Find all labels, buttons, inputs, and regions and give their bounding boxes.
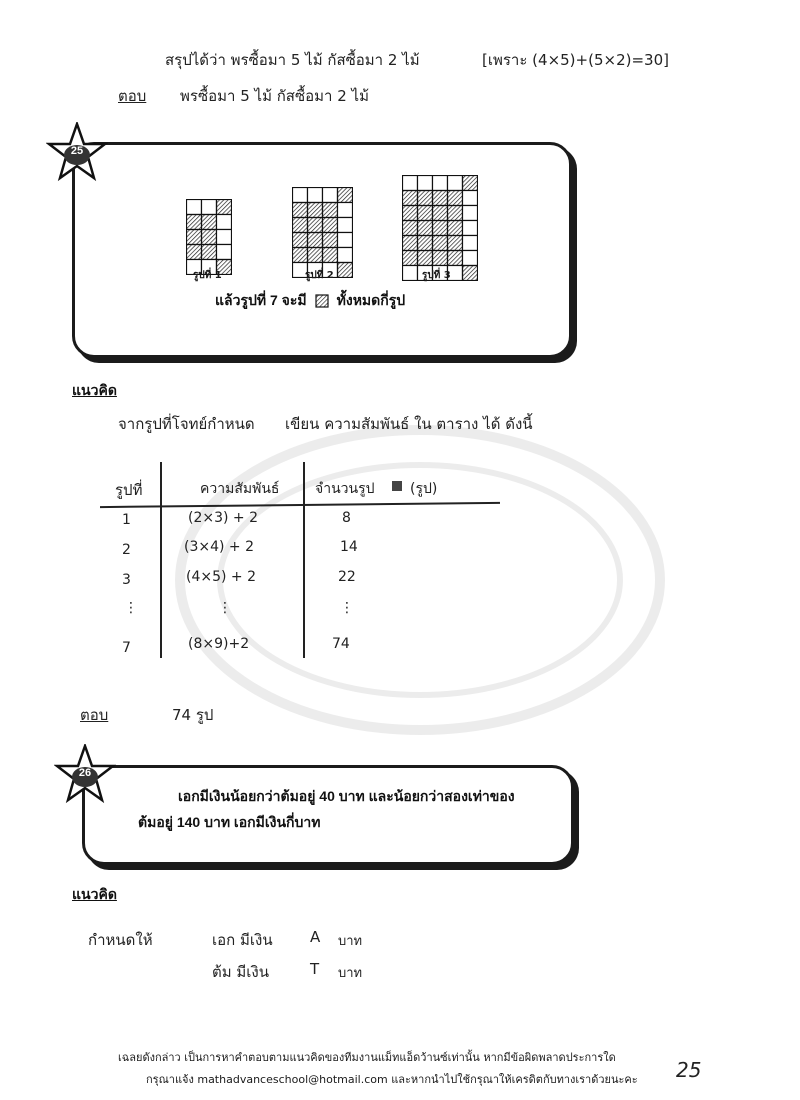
empty-cell xyxy=(338,248,353,263)
row-1-figure: 1 xyxy=(122,512,131,528)
empty-cell xyxy=(202,200,217,215)
shaded-cell xyxy=(433,251,448,266)
row-3-figure: 3 xyxy=(122,572,131,588)
shaded-cell xyxy=(448,206,463,221)
empty-cell xyxy=(418,176,433,191)
empty-cell xyxy=(448,176,463,191)
pattern-figure-3 xyxy=(402,175,478,281)
shaded-cell xyxy=(308,218,323,233)
empty-cell xyxy=(323,188,338,203)
approach-intro-right: เขียน ความสัมพันธ์ ใน ตาราง ได้ ดังนี้ xyxy=(285,415,533,433)
question-26-line-2: ต้มอยู่ 140 บาท เอกมีเงินกี่บาท xyxy=(138,814,321,830)
shaded-cell xyxy=(448,221,463,236)
empty-cell xyxy=(463,251,478,266)
given-line-1-var: A xyxy=(310,928,321,946)
empty-cell xyxy=(293,188,308,203)
shaded-cell xyxy=(403,191,418,206)
given-label: กำหนดให้ xyxy=(88,931,153,949)
question-25-after: ทั้งหมดกี่รูป xyxy=(336,292,406,308)
shaded-cell xyxy=(308,203,323,218)
shaded-cell xyxy=(403,251,418,266)
given-line-2-var: T xyxy=(310,960,320,978)
row-4-figure: ⋮ xyxy=(124,600,138,616)
summary-line: สรุปได้ว่า พรซื้อมา 5 ไม้ กัสซื้อมา 2 ไม้ xyxy=(165,51,420,69)
row-3-count: 22 xyxy=(338,569,356,585)
row-1-relation: (2×3) + 2 xyxy=(188,510,259,526)
shaded-cell xyxy=(418,191,433,206)
empty-cell xyxy=(403,266,418,281)
shaded-cell xyxy=(308,248,323,263)
shaded-square-icon xyxy=(392,481,402,491)
empty-cell xyxy=(338,233,353,248)
shaded-cell xyxy=(187,245,202,260)
shaded-cell xyxy=(433,206,448,221)
answer-label-1: ตอบ xyxy=(80,706,109,724)
shaded-square-icon xyxy=(315,294,329,308)
question-26-line-1: เอกมีเงินน้อยกว่าต้มอยู่ 40 บาท และน้อยกว่าสองเท่าของ xyxy=(178,788,515,804)
shaded-cell xyxy=(433,236,448,251)
shaded-cell xyxy=(187,215,202,230)
page-number: 25 xyxy=(676,1058,702,1082)
empty-cell xyxy=(308,188,323,203)
footer-line-1: เฉลยดังกล่าว เป็นการหาคำตอบตามแนวคิดของทีมงานแม็ทแอ็ดว้านซ์เท่านั้น หากมีข้อผิดพลาดประการใด xyxy=(118,1051,616,1064)
shaded-cell xyxy=(433,221,448,236)
empty-cell xyxy=(403,176,418,191)
shaded-cell xyxy=(187,230,202,245)
row-5-relation: (8×9)+2 xyxy=(188,636,250,652)
row-2-figure: 2 xyxy=(122,542,131,558)
shaded-cell xyxy=(403,221,418,236)
question-25-text xyxy=(215,290,405,312)
shaded-cell xyxy=(293,248,308,263)
answer-label-top: ตอบ xyxy=(118,87,147,105)
empty-cell xyxy=(433,176,448,191)
question-25-before: แล้วรูปที่ 7 จะมี xyxy=(215,292,307,308)
row-5-figure: 7 xyxy=(122,640,131,656)
answer-text-1: 74 รูป xyxy=(172,706,214,724)
shaded-cell xyxy=(448,191,463,206)
header-figure-no: รูปที่ xyxy=(115,481,143,499)
row-4-relation: ⋮ xyxy=(218,600,232,616)
given-line-1-who: เอก มีเงิน xyxy=(212,931,273,949)
row-2-count: 14 xyxy=(340,539,358,555)
shaded-cell xyxy=(293,218,308,233)
empty-cell xyxy=(463,206,478,221)
shaded-cell xyxy=(308,233,323,248)
shaded-cell xyxy=(403,236,418,251)
shaded-cell xyxy=(448,251,463,266)
shaded-cell xyxy=(323,248,338,263)
shaded-cell xyxy=(418,221,433,236)
question-number-25: 25 xyxy=(70,145,84,157)
answer-text-top: พรซื้อมา 5 ไม้ กัสซื้อมา 2 ไม้ xyxy=(180,87,369,105)
shaded-cell xyxy=(418,251,433,266)
header-relation: ความสัมพันธ์ xyxy=(200,481,280,497)
empty-cell xyxy=(217,230,232,245)
shaded-cell xyxy=(323,233,338,248)
pattern-figure-2 xyxy=(292,187,353,278)
shaded-cell xyxy=(418,206,433,221)
shaded-cell xyxy=(202,230,217,245)
empty-cell xyxy=(187,200,202,215)
shaded-cell xyxy=(323,203,338,218)
shaded-cell xyxy=(323,218,338,233)
table-divider-1 xyxy=(160,462,162,658)
footer-line-2: กรุณาแจ้ง mathadvanceschool@hotmail.com และหากนำไปใช้กรุณาให้เครดิตกับทางเราด้วยนะคะ xyxy=(146,1073,638,1086)
question-number-26: 26 xyxy=(78,767,92,779)
empty-cell xyxy=(463,221,478,236)
given-line-2-unit: บาท xyxy=(338,966,363,981)
row-2-relation: (3×4) + 2 xyxy=(184,539,255,555)
shaded-cell xyxy=(463,266,478,281)
row-5-count: 74 xyxy=(332,636,350,652)
table-divider-2 xyxy=(303,462,305,658)
shaded-cell xyxy=(202,215,217,230)
row-1-count: 8 xyxy=(342,510,351,526)
caption-figure-1: รูปที่ 1 xyxy=(193,270,222,281)
shaded-cell xyxy=(293,203,308,218)
shaded-cell xyxy=(202,245,217,260)
given-line-2-who: ต้ม มีเงิน xyxy=(212,963,269,981)
empty-cell xyxy=(338,218,353,233)
shaded-cell xyxy=(448,236,463,251)
pattern-figure-1 xyxy=(186,199,232,275)
empty-cell xyxy=(463,191,478,206)
summary-reason: [เพราะ (4×5)+(5×2)=30] xyxy=(482,51,669,69)
relation-table xyxy=(100,462,500,662)
empty-cell xyxy=(463,236,478,251)
shaded-cell xyxy=(418,236,433,251)
empty-cell xyxy=(338,203,353,218)
shaded-cell xyxy=(293,233,308,248)
approach-heading-1: แนวคิด xyxy=(72,382,117,398)
header-count: จำนวนรูป xyxy=(315,481,375,497)
empty-cell xyxy=(217,245,232,260)
caption-figure-2: รูปที่ 2 xyxy=(305,270,334,281)
shaded-cell xyxy=(217,200,232,215)
given-line-1-unit: บาท xyxy=(338,934,363,949)
shaded-cell xyxy=(463,176,478,191)
header-unit: (รูป) xyxy=(410,481,438,497)
approach-intro-left: จากรูปที่โจทย์กำหนด xyxy=(118,415,255,433)
shaded-cell xyxy=(338,263,353,278)
shaded-cell xyxy=(403,206,418,221)
row-3-relation: (4×5) + 2 xyxy=(186,569,257,585)
row-4-count: ⋮ xyxy=(340,600,354,616)
shaded-cell xyxy=(433,191,448,206)
caption-figure-3: รูปที่ 3 xyxy=(422,270,451,281)
shaded-cell xyxy=(338,188,353,203)
approach-heading-2: แนวคิด xyxy=(72,886,117,902)
empty-cell xyxy=(217,215,232,230)
